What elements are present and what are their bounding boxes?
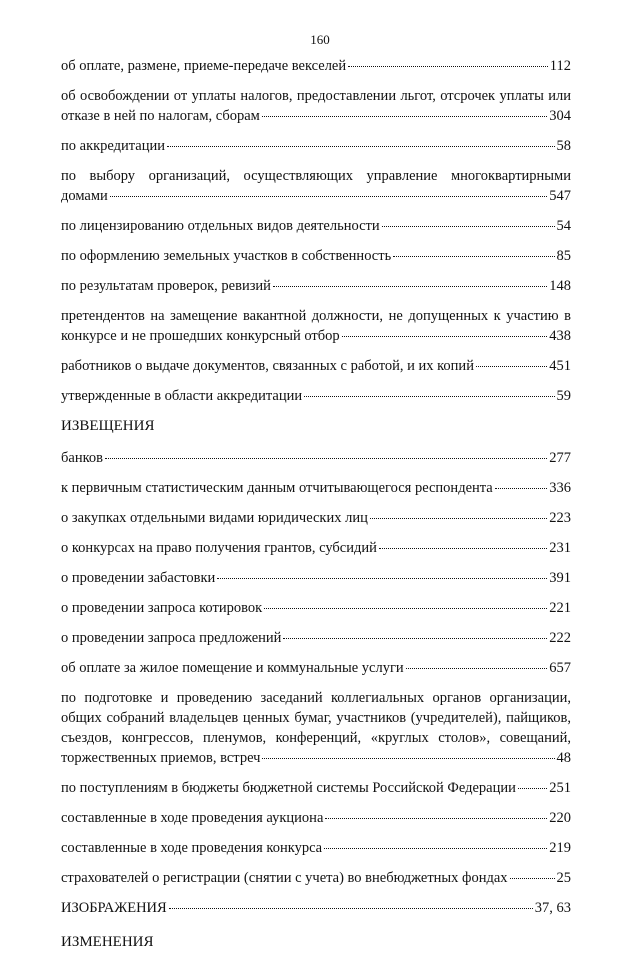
index-entry-page: 54: [556, 218, 571, 234]
index-entry-line: [61, 448, 571, 468]
dot-leader: [262, 758, 554, 759]
index-entry-page: 304: [549, 108, 571, 124]
index-entry: [61, 386, 571, 406]
dot-leader: [169, 908, 533, 909]
index-entry-text: о проведении забастовки: [61, 570, 216, 586]
index-entry-page: 58: [556, 138, 571, 154]
dot-leader: [342, 336, 548, 337]
index-entry: [61, 246, 571, 266]
index-entry: [61, 898, 571, 918]
dot-leader: [324, 848, 547, 849]
index-entry: [61, 276, 571, 296]
index-entry: [61, 166, 571, 206]
index-entry-page: 222: [549, 630, 571, 646]
index-entry-page: 221: [549, 600, 571, 616]
index-entry-line: [61, 508, 571, 528]
index-entry-text: о конкурсах на право получения грантов, субсидий: [61, 540, 377, 556]
index-entry: [61, 306, 571, 346]
index-entry-page: 148: [549, 278, 571, 294]
index-entry-text: о проведении запроса котировок: [61, 600, 263, 616]
index-entry-line: [61, 598, 571, 618]
dot-leader: [495, 488, 548, 489]
dot-leader: [476, 366, 547, 367]
index-entry-line: [61, 106, 571, 126]
index-group-b: [61, 448, 571, 918]
dot-leader: [510, 878, 555, 879]
index-entry: [61, 136, 571, 156]
dot-leader: [393, 256, 554, 257]
index-entry-text: составленные в ходе проведения аукциона: [61, 810, 324, 826]
index-entry-text: страхователей о регистрации (снятии с учета) во внебюджетных фондах: [61, 870, 508, 886]
index-entry: [61, 868, 571, 888]
index-entry-line: [61, 136, 571, 156]
index-entry-page: 85: [556, 248, 571, 264]
index-entry-page: 223: [549, 510, 571, 526]
index-entry: [61, 216, 571, 236]
index-entry-text: составленные в ходе проведения конкурса: [61, 840, 323, 856]
index-entry-line: [61, 386, 571, 406]
index-entry-line: [61, 326, 571, 346]
index-entry: [61, 478, 571, 498]
index-entry-line: [61, 568, 571, 588]
index-entry-line: [61, 276, 571, 296]
index-entry-text: работников о выдаче документов, связанных с работой, и их копий: [61, 358, 474, 374]
dot-leader: [304, 396, 554, 397]
index-entry-text: по аккредитации: [61, 138, 166, 154]
index-entry-text: банков: [61, 450, 103, 466]
index-entry-page: 231: [549, 540, 571, 556]
dot-leader: [262, 116, 547, 117]
index-entry-page: 59: [556, 388, 571, 404]
dot-leader: [167, 146, 554, 147]
index-entry-text: о закупках отдельными видами юридических лиц: [61, 510, 368, 526]
index-entry-text: по поступлениям в бюджеты бюджетной системы Российской Федерации: [61, 780, 516, 796]
index-entry: [61, 598, 571, 618]
index-entry-page: 25: [556, 870, 571, 886]
dot-leader: [348, 66, 548, 67]
index-entry-text: по оформлению земельных участков в собственность: [61, 248, 392, 264]
index-entry-page: 277: [549, 450, 571, 466]
index-entry-page: 391: [549, 570, 571, 586]
index-entry-line: [61, 808, 571, 828]
index-entry-line: [61, 538, 571, 558]
index-entry-page: 220: [549, 810, 571, 826]
dot-leader: [264, 608, 547, 609]
index-entry-page: 336: [549, 480, 571, 496]
dot-leader: [105, 458, 547, 459]
index-entry-text: отказе в ней по налогам, сборам: [61, 108, 260, 124]
page-number: 160: [310, 32, 330, 47]
index-entry: [61, 56, 571, 76]
index-entry-lead-text: по выбору организаций, осуществляющих управление многоквартирными: [61, 168, 571, 184]
index-entry: [61, 778, 571, 798]
index-entry: [61, 356, 571, 376]
index-entry-line: [61, 216, 571, 236]
index-entry-line: [61, 356, 571, 376]
index-entry-line: [61, 748, 571, 768]
index-group-a: [61, 56, 571, 406]
index-entry-line: [61, 186, 571, 206]
index-entry: [61, 628, 571, 648]
index-entry: [61, 838, 571, 858]
index-entry-text: об оплате за жилое помещение и коммунальные услуги: [61, 660, 404, 676]
index-entry-text: об оплате, размене, приеме-передаче векселей: [61, 58, 347, 74]
index-entry-text: торжественных приемов, встреч: [61, 750, 261, 766]
dot-leader: [370, 518, 547, 519]
index-entry-lead-text: претендентов на замещение вакантной должности, не допущенных к участию в: [61, 308, 571, 324]
index-entry-line: [61, 628, 571, 648]
index-entry-line: [61, 56, 571, 76]
index-entry-page: 219: [549, 840, 571, 856]
index-entry: [61, 448, 571, 468]
index-entry-text: утвержденные в области аккредитации: [61, 388, 303, 404]
index-entry-page: 112: [549, 58, 571, 74]
index-entry-line: [61, 658, 571, 678]
index-entry: [61, 86, 571, 126]
index-entry-page: 48: [556, 750, 571, 766]
dot-leader: [382, 226, 555, 227]
dot-leader: [283, 638, 547, 639]
index-entry-text: ИЗОБРАЖЕНИЯ: [61, 900, 167, 916]
index-entry-lead-text: об освобождении от уплаты налогов, предоставлении льгот, отсрочек уплаты или: [61, 88, 571, 104]
dot-leader: [406, 668, 548, 669]
section-heading-notices: ИЗВЕЩЕНИЯ: [61, 418, 155, 434]
index-entry-page: 547: [549, 188, 571, 204]
index-entry: [61, 568, 571, 588]
dot-leader: [518, 788, 547, 789]
index-entry-line: [61, 838, 571, 858]
index-entry: [61, 808, 571, 828]
section-heading-changes: ИЗМЕНЕНИЯ: [61, 934, 154, 950]
index-entry-text: домами: [61, 188, 108, 204]
index-entry: [61, 538, 571, 558]
dot-leader: [217, 578, 547, 579]
index-entry-line: [61, 898, 571, 918]
index-entry-text: по лицензированию отдельных видов деятельности: [61, 218, 380, 234]
dot-leader: [325, 818, 547, 819]
index-entry: [61, 508, 571, 528]
index-entry-page: 451: [549, 358, 571, 374]
dot-leader: [110, 196, 547, 197]
index-entry-line: [61, 778, 571, 798]
index-entry-text: конкурсе и не прошедших конкурсный отбор: [61, 328, 340, 344]
index-entry-text: к первичным статистическим данным отчитывающегося респондента: [61, 480, 493, 496]
index-entry: [61, 658, 571, 678]
index-entry-page: 438: [549, 328, 571, 344]
index-entry-lead-text: по подготовке и проведению заседаний коллегиальных органов организации, общих собраний владельцев ценных бумаг, участников (учредителей), пайщиков, съездов, конгрессов, пленумов, конференций, «круглых столов», совещаний,: [61, 690, 571, 746]
dot-leader: [273, 286, 547, 287]
index-entry-page: 251: [549, 780, 571, 796]
index-entry-line: [61, 868, 571, 888]
index-entry-text: по результатам проверок, ревизий: [61, 278, 271, 294]
index-entry-line: [61, 246, 571, 266]
index-entry-line: [61, 478, 571, 498]
index-entry: [61, 688, 571, 768]
index-entry-text: о проведении запроса предложений: [61, 630, 282, 646]
index-entry-page: 657: [549, 660, 571, 676]
index-list: [61, 56, 571, 964]
index-entry-page: 37, 63: [534, 900, 571, 916]
dot-leader: [379, 548, 547, 549]
